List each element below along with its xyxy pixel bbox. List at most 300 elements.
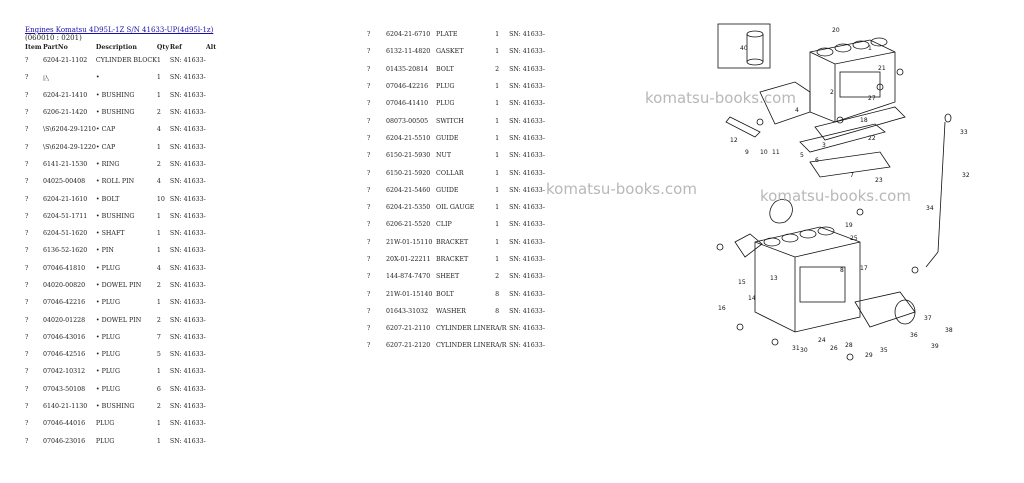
alt-cell	[206, 138, 220, 155]
description-cell: •	[95, 74, 100, 82]
item-cell: ?	[25, 420, 29, 428]
partno-cell: 6204-21-1102	[43, 57, 88, 65]
description-cell: PLUG	[436, 100, 455, 108]
qty-cell: 7	[156, 333, 161, 341]
table-row	[367, 182, 559, 199]
qty-cell: 1	[156, 299, 161, 307]
partno-cell: 6204-21-1610	[43, 195, 88, 203]
description-cell: SWITCH	[436, 117, 464, 125]
table-row	[25, 173, 220, 190]
alt-cell	[206, 208, 220, 225]
callout-number: 3	[822, 142, 826, 149]
parts-table-right	[367, 26, 559, 355]
alt-cell	[545, 26, 559, 43]
partno-cell: 6206-21-5520	[386, 221, 431, 229]
qty-cell: 1	[156, 143, 161, 151]
description-cell: • PLUG	[95, 299, 121, 307]
table-row	[25, 242, 220, 259]
partno-cell: 6204-21-5350	[386, 204, 431, 212]
qty-cell: 1	[156, 437, 161, 445]
ref-cell: SN: 41633-	[509, 290, 545, 298]
description-cell: • PIN	[95, 247, 114, 255]
partno-cell: 6207-21-2120	[386, 342, 431, 350]
table-row	[25, 138, 220, 155]
qty-cell: 1	[495, 204, 500, 212]
description-cell: • BOLT	[95, 195, 120, 203]
qty-cell: 4	[156, 178, 161, 186]
description-cell: BOLT	[436, 65, 454, 73]
qty-cell: 1	[495, 31, 500, 39]
alt-cell	[545, 268, 559, 285]
qty-cell: 1	[156, 57, 161, 65]
ref-cell: SN: 41633-	[509, 273, 545, 281]
qty-cell: 1	[156, 230, 161, 238]
parts-table-left	[25, 42, 220, 450]
item-cell: ?	[367, 325, 371, 333]
ref-cell: SN: 41633-	[169, 247, 206, 255]
alt-cell	[206, 398, 220, 415]
qty-cell: 1	[495, 221, 500, 229]
alt-cell	[206, 415, 220, 432]
ref-cell: SN: 41633-	[169, 385, 206, 393]
qty-cell: 1	[495, 48, 500, 56]
qty-cell: 1	[495, 186, 500, 194]
ref-cell: SN: 41633-	[509, 134, 545, 142]
table-row	[25, 52, 220, 69]
qty-cell: 4	[156, 126, 161, 134]
callout-number: 8	[840, 267, 844, 274]
partno-cell: 01435-20814	[386, 65, 429, 73]
description-cell: • ROLL PIN	[95, 178, 135, 186]
description-cell: WASHER	[436, 307, 466, 315]
callout-number: 40	[740, 45, 748, 52]
alt-cell	[545, 78, 559, 95]
table-row	[25, 156, 220, 173]
ref-cell: SN: 41633-	[509, 100, 545, 108]
table-row	[25, 329, 220, 346]
alt-cell	[206, 225, 220, 242]
item-cell: ?	[25, 143, 29, 151]
description-cell: • BUSHING	[95, 91, 135, 99]
description-cell: PLUG	[436, 83, 455, 91]
qty-cell: 8	[495, 307, 500, 315]
partno-cell: 6136-52-1620	[43, 247, 88, 255]
alt-cell	[206, 190, 220, 207]
description-cell: • CAP	[95, 126, 116, 134]
ref-cell: SN: 41633-	[509, 152, 545, 160]
ref-cell: SN: 41633-	[509, 238, 545, 246]
alt-cell	[206, 329, 220, 346]
qty-cell: 10	[156, 195, 165, 203]
ref-cell: SN: 41633-	[509, 325, 545, 333]
callout-number: 20	[832, 27, 840, 34]
partno-cell: 6207-21-2110	[386, 325, 431, 333]
partno-cell: 04020-01228	[43, 316, 86, 324]
partno-cell: 04025-00408	[43, 178, 86, 186]
partno-cell: 6206-21-1420	[43, 109, 88, 117]
callout-number: 4	[795, 107, 799, 114]
item-cell: ?	[367, 238, 371, 246]
alt-cell	[545, 130, 559, 147]
table-row	[25, 398, 220, 415]
qty-cell: 1	[495, 83, 500, 91]
alt-cell	[206, 52, 220, 69]
description-cell: PLATE	[436, 31, 458, 39]
description-cell: BOLT	[436, 290, 454, 298]
ref-cell: SN: 41633-	[169, 351, 206, 359]
callout-number: 2	[830, 89, 834, 96]
item-cell: ?	[25, 57, 29, 65]
callout-number: 12	[730, 137, 738, 144]
ref-cell: SN: 41633-	[509, 31, 545, 39]
table-row	[367, 26, 559, 43]
description-cell: NUT	[436, 152, 452, 160]
description-cell: CLIP	[436, 221, 452, 229]
table-row	[25, 294, 220, 311]
alt-cell	[206, 87, 220, 104]
item-cell: ?	[367, 186, 371, 194]
table-row	[367, 320, 559, 337]
ref-cell: SN: 41633-	[509, 83, 545, 91]
ref-cell: SN: 41633-	[509, 48, 545, 56]
item-cell: ?	[25, 385, 29, 393]
item-cell: ?	[25, 316, 29, 324]
col-item: Item	[25, 43, 42, 51]
watermark: komatsu-books.com	[760, 187, 911, 205]
item-cell: ?	[25, 230, 29, 238]
ref-cell: SN: 41633-	[509, 186, 545, 194]
item-cell: ?	[367, 31, 371, 39]
item-cell: ?	[25, 403, 29, 411]
partno-cell: 6204-21-5510	[386, 134, 431, 142]
qty-cell: 1	[156, 91, 161, 99]
description-cell: PLUG	[95, 437, 115, 445]
table-row	[25, 225, 220, 242]
callout-number: 24	[818, 337, 826, 344]
table-row	[367, 147, 559, 164]
partno-cell: 6150-21-5920	[386, 169, 431, 177]
alt-cell	[206, 311, 220, 328]
ref-cell: SN: 41633-	[169, 420, 206, 428]
ref-cell: SN: 41633-	[169, 109, 206, 117]
ref-cell: SN: 41633-	[509, 204, 545, 212]
table-row	[367, 164, 559, 181]
description-cell: CYLINDER BLOCK	[95, 57, 157, 65]
partno-cell: 07046-42216	[43, 299, 86, 307]
engine-link[interactable]: Engines Komatsu 4D95L-1Z S/N 41633-UP(4d95l-1z)	[25, 26, 214, 34]
callout-number: 28	[845, 342, 853, 349]
description-cell: BRACKET	[436, 256, 469, 263]
description-cell: CYLINDER LINER	[436, 342, 496, 350]
description-cell: • PLUG	[95, 333, 121, 341]
item-cell: ?	[367, 273, 371, 281]
ref-cell: SN: 41633-	[169, 160, 206, 168]
ref-cell: SN: 41633-	[169, 143, 206, 151]
item-cell: ?	[367, 204, 371, 212]
callout-number: 9	[745, 149, 749, 156]
partno-cell: 6132-11-4820	[386, 48, 431, 56]
col-ref: Ref	[169, 43, 182, 51]
callout-number: 21	[878, 65, 886, 72]
qty-cell: 1	[495, 152, 500, 160]
qty-cell: 2	[495, 273, 500, 281]
item-cell: ?	[367, 83, 371, 91]
ref-cell: SN: 41633-	[169, 403, 206, 411]
callout-number: 14	[748, 295, 756, 302]
alt-cell	[206, 294, 220, 311]
page-header	[25, 26, 213, 42]
partno-cell: 07046-42216	[386, 83, 429, 91]
table-row	[367, 95, 559, 112]
partno-cell: 6204-51-1711	[43, 212, 88, 220]
table-row	[25, 346, 220, 363]
description-cell: • BUSHING	[95, 109, 135, 117]
item-cell: ?	[25, 282, 29, 289]
callout-number: 5	[800, 152, 804, 159]
ref-cell: SN: 41633-	[169, 126, 206, 134]
item-cell: ?	[25, 109, 29, 117]
ref-cell: SN: 41633-	[509, 221, 545, 229]
item-cell: ?	[25, 160, 29, 168]
qty-cell: 1	[156, 420, 161, 428]
qty-cell: 1	[156, 368, 161, 376]
alt-cell	[545, 337, 559, 354]
callout-number: 17	[860, 265, 868, 272]
partno-cell: 6141-21-1530	[43, 160, 88, 168]
item-cell: ?	[367, 290, 371, 298]
item-cell: ?	[25, 299, 29, 307]
partno-cell: 6204-21-1410	[43, 91, 88, 99]
callout-number: 33	[960, 129, 968, 136]
callout-number: 34	[926, 205, 934, 212]
partno-cell: 07043-50108	[43, 385, 86, 393]
partno-cell: 07046-43016	[43, 333, 86, 341]
alt-cell	[206, 381, 220, 398]
description-cell: GUIDE	[436, 134, 459, 142]
table-row	[367, 199, 559, 216]
item-cell: ?	[367, 48, 371, 56]
item-cell: ?	[367, 342, 371, 350]
item-cell: ?	[25, 264, 29, 272]
table-row	[25, 69, 220, 86]
alt-cell	[206, 433, 220, 450]
item-cell: ?	[25, 437, 29, 445]
table-row	[25, 87, 220, 104]
qty-cell: 2	[156, 109, 161, 117]
alt-cell	[545, 95, 559, 112]
qty-cell: 8	[495, 290, 500, 298]
description-cell: • RING	[95, 160, 120, 168]
partno-cell: 6140-21-1130	[43, 403, 88, 411]
callout-number: 15	[738, 279, 746, 286]
description-cell: • BUSHING	[95, 403, 135, 411]
partno-cell: 6204-21-5460	[386, 186, 431, 194]
callout-number: 26	[830, 345, 838, 352]
qty-cell: 1	[495, 238, 500, 246]
alt-cell	[206, 121, 220, 138]
description-cell: CYLINDER LINER	[436, 325, 496, 333]
partno-cell: 07046-42516	[43, 351, 86, 359]
item-cell: ?	[25, 178, 29, 186]
description-cell: GASKET	[436, 48, 464, 56]
ref-cell: SN: 41633-	[169, 74, 206, 82]
description-cell: BRACKET	[436, 238, 469, 246]
partno-cell: \S\6204-29-1210	[43, 126, 96, 134]
alt-cell	[206, 173, 220, 190]
qty-cell: 2	[156, 403, 161, 411]
callout-number: 25	[850, 235, 858, 242]
callout-number: 22	[868, 135, 876, 142]
item-cell: ?	[367, 134, 371, 142]
description-cell: GUIDE	[436, 186, 459, 194]
partno-cell: 144-874-7470	[386, 273, 431, 281]
partno-cell: 01643-31032	[386, 307, 429, 315]
alt-cell	[545, 147, 559, 164]
description-cell: • DOWEL PIN	[95, 316, 142, 324]
callout-number: 39	[931, 343, 939, 350]
alt-cell	[206, 242, 220, 259]
col-qty: Qty	[156, 43, 169, 51]
table-row	[25, 208, 220, 225]
partno-cell: 20X-01-22211	[386, 256, 431, 263]
qty-cell: 6	[156, 385, 161, 393]
table-row	[25, 190, 220, 207]
partno-cell: 21W-01-15110	[386, 238, 433, 246]
table-row	[367, 61, 559, 78]
table-row	[367, 130, 559, 147]
callout-number: 23	[875, 177, 883, 184]
item-cell: ?	[367, 117, 371, 125]
qty-cell: 1	[495, 256, 500, 263]
partno-cell: 07046-41810	[43, 264, 86, 272]
item-cell: ?	[367, 307, 371, 315]
partno-cell: 07046-23016	[43, 437, 86, 445]
partno-cell: 07042-10312	[43, 368, 86, 376]
callout-number: 19	[845, 222, 853, 229]
description-cell: • SHAFT	[95, 230, 125, 238]
callout-number: 1	[868, 45, 872, 52]
callout-number: 13	[770, 275, 778, 282]
ref-cell: SN: 41633-	[169, 264, 206, 272]
partno-cell: 07046-44016	[43, 420, 86, 428]
alt-cell	[545, 112, 559, 129]
partno-cell: 6204-51-1620	[43, 230, 88, 238]
qty-cell: 2	[156, 160, 161, 168]
partno-cell: 08073-00505	[386, 117, 429, 125]
ref-cell: SN: 41633-	[509, 307, 545, 315]
qty-cell: 1	[495, 134, 500, 142]
table-row	[25, 381, 220, 398]
ref-cell: SN: 41633-	[509, 342, 545, 350]
qty-cell: 2	[495, 65, 500, 73]
alt-cell	[206, 260, 220, 277]
qty-cell: 2	[156, 282, 161, 289]
table-row	[25, 121, 220, 138]
description-cell: • BUSHING	[95, 212, 135, 220]
watermark: komatsu-books.com	[546, 180, 697, 198]
partno-cell: \S\6204-29-1220	[43, 143, 96, 151]
callout-number: 30	[800, 347, 808, 354]
item-cell: ?	[25, 91, 29, 99]
callout-number: 36	[910, 332, 918, 339]
ref-cell: SN: 41633-	[509, 169, 545, 177]
table-row	[25, 363, 220, 380]
qty-cell: 1	[495, 169, 500, 177]
description-cell: • DOWEL PIN	[95, 282, 142, 289]
alt-cell	[206, 346, 220, 363]
qty-cell: 5	[156, 351, 161, 359]
qty-cell: A/R	[495, 342, 507, 350]
table-row	[367, 268, 559, 285]
table-row	[25, 104, 220, 121]
description-cell: PLUG	[95, 420, 115, 428]
ref-cell: SN: 41633-	[509, 65, 545, 73]
table-header-row	[25, 42, 220, 52]
oil-gauge	[938, 122, 945, 252]
table-row	[25, 433, 220, 450]
item-cell: ?	[25, 195, 29, 203]
ref-cell: SN: 41633-	[169, 230, 206, 238]
qty-cell: 1	[156, 212, 161, 220]
ref-cell: SN: 41633-	[169, 195, 206, 203]
alt-cell	[545, 61, 559, 78]
qty-cell: A/R	[495, 325, 507, 333]
ref-cell: SN: 41633-	[169, 316, 206, 324]
table-row	[367, 337, 559, 354]
qty-cell: 1	[495, 100, 500, 108]
item-cell: ?	[367, 152, 371, 160]
table-row	[25, 277, 220, 294]
partno-cell: 07046-41410	[386, 100, 429, 108]
description-cell: OIL GAUGE	[436, 204, 475, 212]
item-cell: ?	[367, 100, 371, 108]
callout-number: 6	[815, 157, 819, 164]
alt-cell	[545, 234, 559, 251]
col-partno: PartNo	[43, 43, 68, 51]
description-cell: • PLUG	[95, 351, 121, 359]
partno-cell: 04020-00820	[43, 282, 86, 289]
item-cell: ?	[25, 333, 29, 341]
partno-cell: 6204-21-6710	[386, 31, 431, 39]
item-cell: ?	[367, 65, 371, 73]
upper-cylinder-block	[810, 40, 895, 122]
ref-cell: SN: 41633-	[169, 91, 206, 99]
ref-cell: SN: 41633-	[169, 368, 206, 376]
callout-number: 31	[792, 345, 800, 352]
alt-cell	[545, 285, 559, 302]
alt-cell	[206, 104, 220, 121]
ref-cell: SN: 41633-	[509, 117, 545, 125]
alt-cell	[545, 251, 559, 268]
callout-number: 32	[962, 172, 970, 179]
description-cell: • PLUG	[95, 264, 121, 272]
description-cell: • PLUG	[95, 385, 121, 393]
watermark: komatsu-books.com	[645, 89, 796, 107]
date-code: (060010 : 0201)	[25, 34, 82, 42]
callout-number: 11	[772, 149, 780, 156]
alt-cell	[545, 303, 559, 320]
callout-number: 18	[860, 117, 868, 124]
alt-cell	[545, 199, 559, 216]
item-cell: ?	[367, 256, 371, 263]
callout-number: 37	[924, 315, 932, 322]
item-cell: ?	[25, 368, 29, 376]
table-row	[25, 260, 220, 277]
ref-cell: SN: 41633-	[169, 333, 206, 341]
alt-cell	[206, 69, 220, 86]
ref-cell: SN: 41633-	[169, 299, 206, 307]
alt-cell	[545, 216, 559, 233]
